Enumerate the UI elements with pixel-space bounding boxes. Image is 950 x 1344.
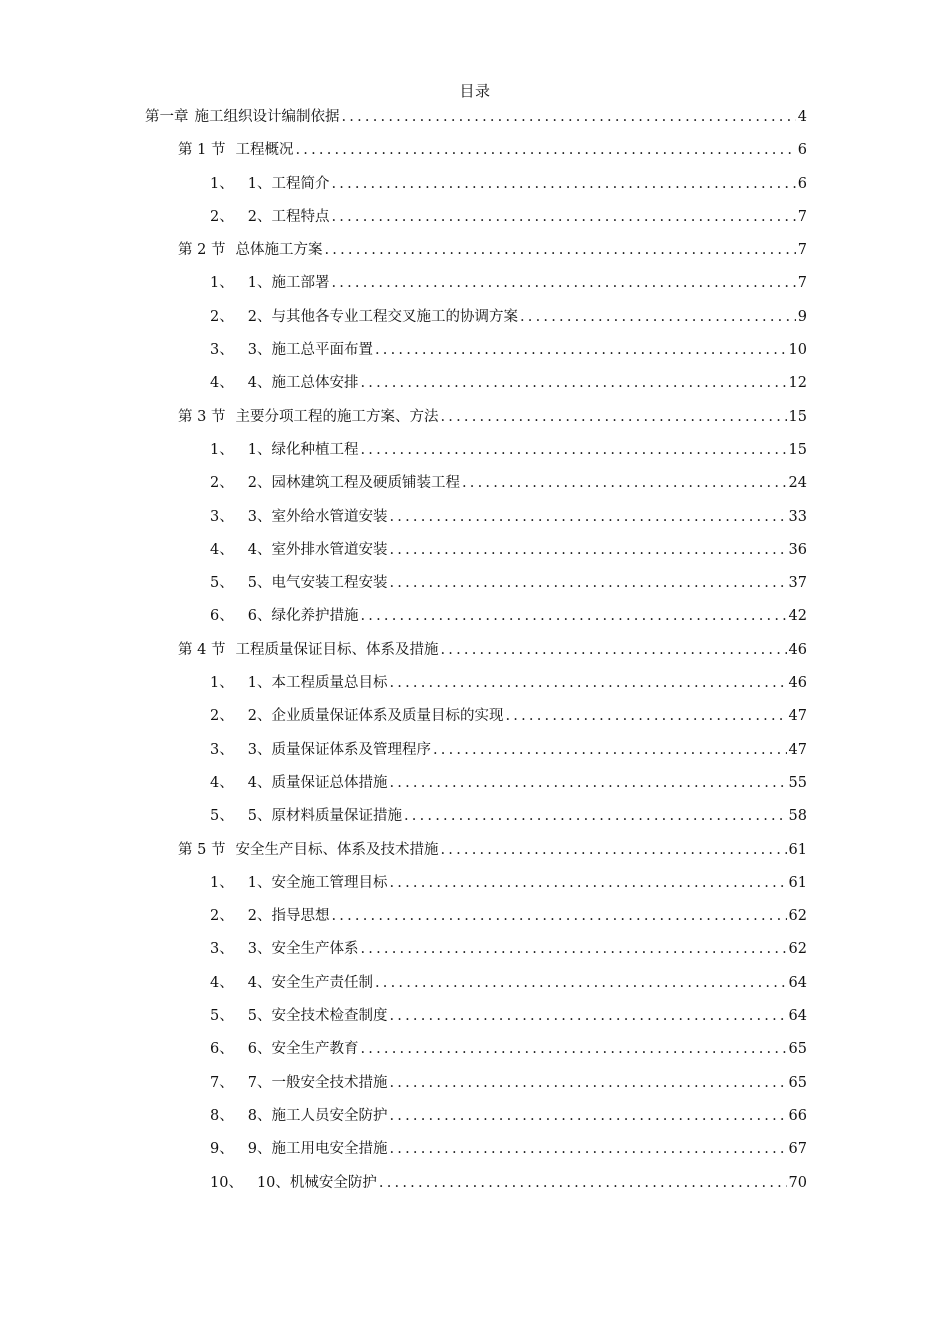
toc-entry-page-number: 64 xyxy=(788,974,807,991)
toc-entry[interactable] xyxy=(0,139,950,172)
toc-entry-number: 7、 xyxy=(210,1074,234,1091)
toc-entry-page-number: 12 xyxy=(788,375,807,392)
toc-entry-title: 1、施工部署 xyxy=(247,275,330,292)
toc-entry-page-number: 46 xyxy=(788,641,807,658)
toc-entry[interactable] xyxy=(0,339,950,372)
toc-entry-number: 3、 xyxy=(210,508,234,525)
toc-entry-title: 6、绿化养护措施 xyxy=(247,608,359,625)
toc-entry-title: 总体施工方案 xyxy=(235,242,323,259)
toc-list xyxy=(0,106,950,1205)
toc-entry-title: 4、安全生产责任制 xyxy=(247,974,373,991)
toc-dot-leader xyxy=(360,1038,786,1060)
toc-entry-title: 5、电气安装工程安装 xyxy=(247,575,388,592)
toc-entry[interactable] xyxy=(0,206,950,239)
toc-dot-leader xyxy=(324,239,795,261)
toc-entry-title: 1、安全施工管理目标 xyxy=(247,874,388,891)
toc-entry-page-number: 7 xyxy=(797,242,807,259)
toc-entry[interactable] xyxy=(0,739,950,772)
toc-entry-page-number: 47 xyxy=(788,741,807,758)
toc-entry-page-number: 62 xyxy=(788,908,807,925)
toc-entry[interactable] xyxy=(0,772,950,805)
toc-entry-page-number: 67 xyxy=(788,1141,807,1158)
toc-entry-page-number: 6 xyxy=(797,142,807,159)
toc-entry-number: 第 1 节 xyxy=(178,142,226,159)
toc-dot-leader xyxy=(389,1105,786,1127)
toc-entry-title: 3、室外给水管道安装 xyxy=(247,508,388,525)
toc-entry-title: 3、安全生产体系 xyxy=(247,941,359,958)
toc-entry-page-number: 55 xyxy=(788,774,807,791)
toc-entry[interactable] xyxy=(0,439,950,472)
toc-dot-leader xyxy=(440,639,786,661)
toc-entry-number: 3、 xyxy=(210,941,234,958)
toc-dot-leader xyxy=(360,372,786,394)
toc-entry-page-number: 65 xyxy=(788,1041,807,1058)
toc-entry[interactable] xyxy=(0,938,950,971)
toc-entry-title: 2、指导思想 xyxy=(247,908,330,925)
toc-dot-leader xyxy=(440,839,786,861)
toc-entry-number: 4、 xyxy=(210,974,234,991)
toc-entry[interactable] xyxy=(0,1072,950,1105)
toc-entry-title: 5、安全技术检查制度 xyxy=(247,1008,388,1025)
toc-entry-number: 9、 xyxy=(210,1141,234,1158)
toc-dot-leader xyxy=(404,805,787,827)
toc-entry-page-number: 6 xyxy=(797,175,807,192)
toc-dot-leader xyxy=(440,406,786,428)
toc-entry[interactable] xyxy=(0,905,950,938)
toc-entry-page-number: 15 xyxy=(788,408,807,425)
toc-entry[interactable] xyxy=(0,106,950,139)
toc-dot-leader xyxy=(389,1072,786,1094)
toc-entry[interactable] xyxy=(0,506,950,539)
toc-entry[interactable] xyxy=(0,572,950,605)
toc-entry-title: 工程概况 xyxy=(235,142,294,159)
toc-dot-leader xyxy=(389,772,786,794)
toc-entry-title: 2、工程特点 xyxy=(247,208,330,225)
toc-entry[interactable] xyxy=(0,605,950,638)
toc-entry[interactable] xyxy=(0,1138,950,1171)
toc-dot-leader xyxy=(331,206,795,228)
toc-entry[interactable] xyxy=(0,272,950,305)
toc-entry[interactable] xyxy=(0,839,950,872)
toc-entry-number: 5、 xyxy=(210,575,234,592)
toc-entry-number: 2、 xyxy=(210,708,234,725)
toc-entry-page-number: 24 xyxy=(788,475,807,492)
toc-dot-leader xyxy=(360,938,786,960)
toc-entry-number: 4、 xyxy=(210,774,234,791)
toc-entry-page-number: 64 xyxy=(788,1008,807,1025)
toc-entry-title: 6、安全生产教育 xyxy=(247,1041,359,1058)
toc-entry-page-number: 7 xyxy=(797,275,807,292)
toc-entry-number: 1、 xyxy=(210,874,234,891)
toc-entry[interactable] xyxy=(0,972,950,1005)
toc-dot-leader xyxy=(389,1005,786,1027)
toc-entry-number: 4、 xyxy=(210,375,234,392)
toc-dot-leader xyxy=(331,272,795,294)
toc-entry-number: 第 3 节 xyxy=(178,408,226,425)
toc-entry-number: 5、 xyxy=(210,1008,234,1025)
toc-entry-page-number: 61 xyxy=(788,874,807,891)
toc-dot-leader xyxy=(342,106,796,128)
toc-entry-number: 第一章 xyxy=(145,109,189,125)
toc-dot-leader xyxy=(505,705,786,727)
toc-entry-number: 6、 xyxy=(210,608,234,625)
toc-dot-leader xyxy=(360,439,786,461)
toc-entry-number: 第 2 节 xyxy=(178,242,226,259)
toc-dot-leader xyxy=(389,872,786,894)
toc-dot-leader xyxy=(375,972,787,994)
toc-entry[interactable] xyxy=(0,539,950,572)
toc-entry[interactable] xyxy=(0,705,950,738)
toc-entry-number: 4、 xyxy=(210,541,234,558)
toc-entry[interactable] xyxy=(0,1105,950,1138)
toc-title: 目录 xyxy=(459,82,491,100)
toc-entry-title: 4、室外排水管道安装 xyxy=(247,541,388,558)
toc-entry-page-number: 42 xyxy=(788,608,807,625)
toc-entry[interactable] xyxy=(0,1005,950,1038)
toc-entry-number: 10、 xyxy=(210,1174,243,1191)
toc-entry-title: 9、施工用电安全措施 xyxy=(247,1141,388,1158)
toc-entry-page-number: 66 xyxy=(788,1107,807,1124)
toc-entry-number: 1、 xyxy=(210,675,234,692)
toc-entry-page-number: 15 xyxy=(788,441,807,458)
toc-entry-title: 4、质量保证总体措施 xyxy=(247,774,388,791)
toc-entry[interactable] xyxy=(0,372,950,405)
toc-entry-page-number: 36 xyxy=(788,541,807,558)
toc-entry-page-number: 61 xyxy=(788,841,807,858)
toc-entry-page-number: 4 xyxy=(797,109,807,125)
toc-dot-leader xyxy=(462,472,787,494)
toc-entry-title: 4、施工总体安排 xyxy=(247,375,359,392)
toc-entry-title: 2、园林建筑工程及硬质铺装工程 xyxy=(247,475,460,492)
toc-entry-page-number: 62 xyxy=(788,941,807,958)
toc-dot-leader xyxy=(331,173,795,195)
toc-entry-page-number: 33 xyxy=(788,508,807,525)
toc-entry-page-number: 10 xyxy=(788,342,807,359)
toc-dot-leader xyxy=(433,739,787,761)
toc-entry-page-number: 37 xyxy=(788,575,807,592)
toc-entry[interactable] xyxy=(0,173,950,206)
toc-entry-title: 安全生产目标、体系及技术措施 xyxy=(235,841,439,858)
toc-entry-title: 1、本工程质量总目标 xyxy=(247,675,388,692)
toc-entry-title: 3、施工总平面布置 xyxy=(247,342,373,359)
toc-entry[interactable] xyxy=(0,672,950,705)
toc-entry-title: 5、原材料质量保证措施 xyxy=(247,808,402,825)
toc-entry-number: 6、 xyxy=(210,1041,234,1058)
toc-entry[interactable] xyxy=(0,1038,950,1071)
toc-entry-number: 第 5 节 xyxy=(178,841,226,858)
toc-entry[interactable] xyxy=(0,639,950,672)
toc-entry-title: 8、施工人员安全防护 xyxy=(247,1107,388,1124)
toc-entry-number: 2、 xyxy=(210,308,234,325)
toc-entry-number: 3、 xyxy=(210,741,234,758)
toc-entry[interactable] xyxy=(0,306,950,339)
toc-entry-number: 第 4 节 xyxy=(178,641,226,658)
toc-entry[interactable] xyxy=(0,1172,950,1205)
toc-entry-number: 3、 xyxy=(210,342,234,359)
toc-entry-number: 2、 xyxy=(210,208,234,225)
toc-entry-page-number: 46 xyxy=(788,675,807,692)
toc-entry-number: 2、 xyxy=(210,475,234,492)
toc-dot-leader xyxy=(389,506,786,528)
toc-entry-number: 1、 xyxy=(210,275,234,292)
toc-entry-page-number: 58 xyxy=(788,808,807,825)
toc-entry-number: 5、 xyxy=(210,808,234,825)
toc-entry-page-number: 9 xyxy=(797,308,807,325)
toc-entry[interactable] xyxy=(0,472,950,505)
toc-entry-title: 工程质量保证目标、体系及措施 xyxy=(235,641,439,658)
toc-entry-number: 2、 xyxy=(210,908,234,925)
toc-dot-leader xyxy=(375,339,787,361)
toc-entry[interactable] xyxy=(0,239,950,272)
toc-entry[interactable] xyxy=(0,805,950,838)
toc-entry-title: 2、与其他各专业工程交叉施工的协调方案 xyxy=(247,308,518,325)
toc-entry-title: 1、工程简介 xyxy=(247,175,330,192)
toc-dot-leader xyxy=(331,905,786,927)
toc-entry-page-number: 7 xyxy=(797,208,807,225)
toc-entry-title: 2、企业质量保证体系及质量目标的实现 xyxy=(247,708,504,725)
toc-entry-number: 1、 xyxy=(210,441,234,458)
toc-dot-leader xyxy=(389,539,786,561)
toc-dot-leader xyxy=(520,306,796,328)
toc-dot-leader xyxy=(389,672,786,694)
toc-entry-title: 10、机械安全防护 xyxy=(256,1174,377,1191)
toc-entry[interactable] xyxy=(0,406,950,439)
toc-dot-leader xyxy=(389,572,786,594)
toc-entry-title: 施工组织设计编制依据 xyxy=(194,109,340,125)
toc-entry-page-number: 47 xyxy=(788,708,807,725)
toc-entry-page-number: 65 xyxy=(788,1074,807,1091)
toc-dot-leader xyxy=(295,139,795,161)
toc-entry-title: 1、绿化种植工程 xyxy=(247,441,359,458)
toc-entry-number: 1、 xyxy=(210,175,234,192)
toc-entry-title: 3、质量保证体系及管理程序 xyxy=(247,741,431,758)
toc-dot-leader xyxy=(360,605,786,627)
toc-entry-title: 7、一般安全技术措施 xyxy=(247,1074,388,1091)
toc-dot-leader xyxy=(389,1138,786,1160)
toc-entry-page-number: 70 xyxy=(788,1174,807,1191)
toc-dot-leader xyxy=(379,1172,787,1194)
toc-entry-title: 主要分项工程的施工方案、方法 xyxy=(235,408,439,425)
toc-entry[interactable] xyxy=(0,872,950,905)
toc-entry-number: 8、 xyxy=(210,1107,234,1124)
